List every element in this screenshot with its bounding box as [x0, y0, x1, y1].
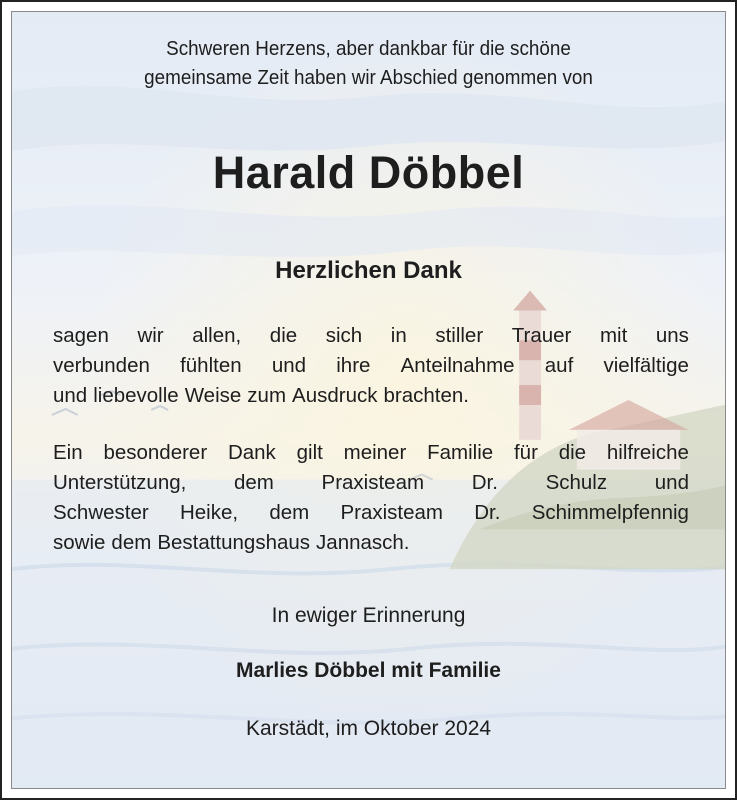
thanks-heading: Herzlichen Dank [275, 257, 462, 284]
paragraph-line: verbunden fühlten und ihre Anteilnahme auf vielfältige [53, 354, 689, 377]
notice-content [12, 12, 725, 788]
memory-line: In ewiger Erinnerung [271, 604, 466, 627]
intro-text [41, 34, 697, 92]
special-thanks-paragraph [53, 438, 689, 558]
paragraph-line: sowie dem Bestattungshaus Jannasch. [53, 531, 410, 554]
intro-line: gemeinsame Zeit haben wir Abschied genommen von [144, 66, 593, 89]
thanks-paragraph [53, 321, 689, 411]
deceased-name: Harald Döbbel [212, 147, 525, 198]
notice-frame [11, 11, 726, 789]
paragraph-line: Schwester Heike, dem Praxisteam Dr. Schimmelpfennig [53, 501, 689, 524]
paragraph-line: Unterstützung, dem Praxisteam Dr. Schulz und [53, 471, 689, 494]
family-signature: Marlies Döbbel mit Familie [236, 659, 501, 682]
paragraph-line: sagen wir allen, die sich in stiller Trauer mit uns [53, 324, 689, 347]
paragraph-line: und liebevolle Weise zum Ausdruck brachten. [53, 384, 469, 407]
paragraph-line: Ein besonderer Dank gilt meiner Familie für die hilfreiche [53, 441, 689, 464]
intro-line: Schweren Herzens, aber dankbar für die schöne [166, 37, 571, 60]
place-date: Karstädt, im Oktober 2024 [245, 717, 492, 740]
